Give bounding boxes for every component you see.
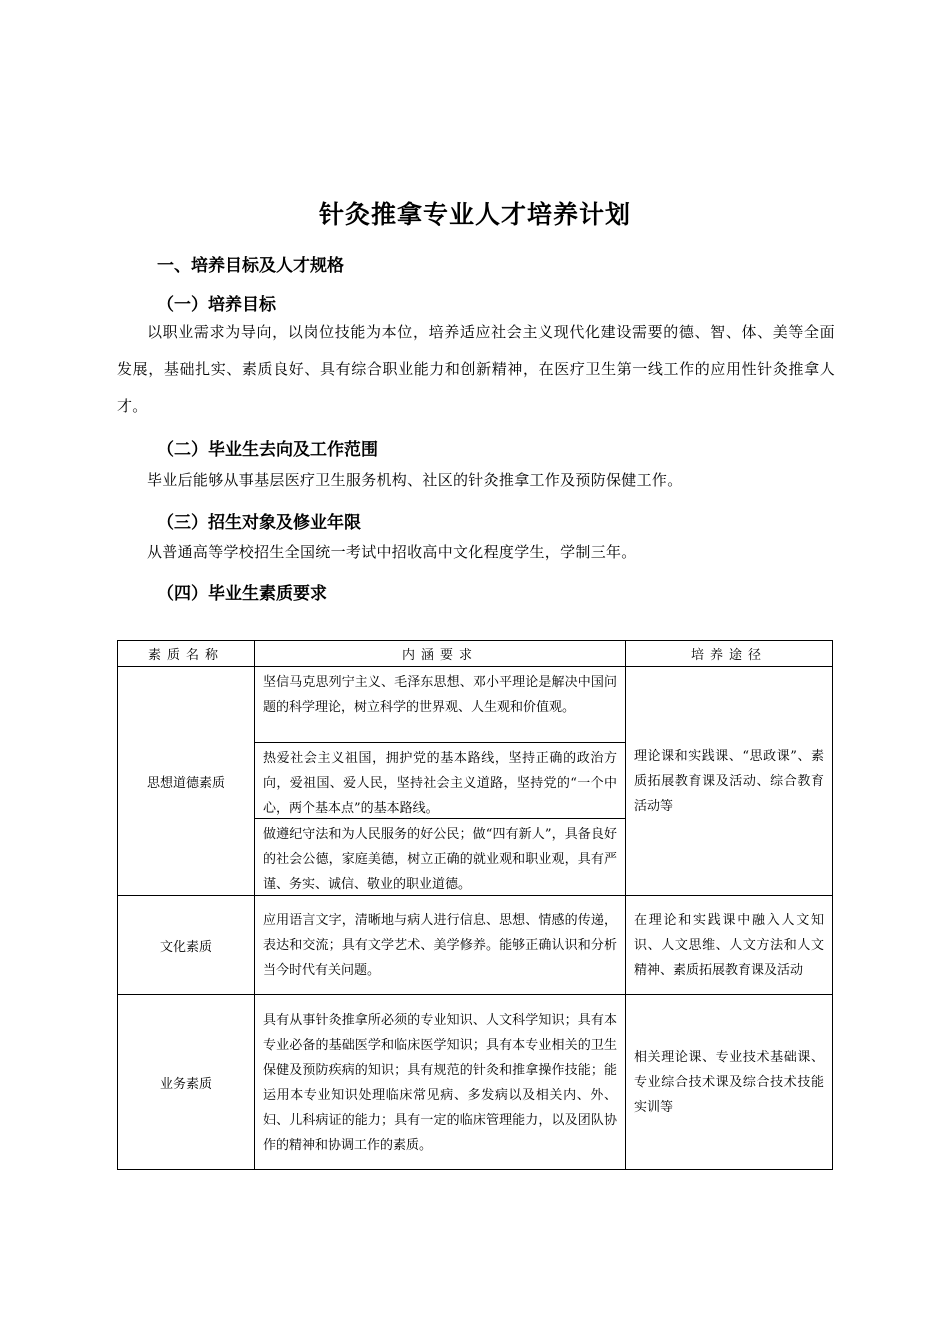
subsection-heading-destination: （二）毕业生去向及工作范围 bbox=[157, 440, 378, 460]
table-row bbox=[118, 667, 833, 896]
training-path-cell bbox=[626, 896, 833, 995]
document-title: 针灸推拿专业人才培养计划 bbox=[318, 200, 631, 229]
header-quality-name: 素质名称 bbox=[118, 641, 255, 667]
quality-name-cell: 文化素质 bbox=[118, 896, 255, 995]
requirement-item: 应用语言文字，清晰地与病人进行信息、思想、情感的传递，表达和交流；具有文学艺术、美学修养。能够正确认识和分析当今时代有关问题。 bbox=[263, 913, 617, 978]
table-header-row bbox=[118, 641, 833, 667]
quality-name-cell: 思想道德素质 bbox=[118, 667, 255, 896]
requirement-item: 做遵纪守法和为人民服务的好公民；做“四有新人”，具备良好的社会公德，家庭美德，树立正确的就业观和职业观，具有严谨、务实、诚信、敬业的职业道德。 bbox=[255, 818, 625, 895]
subsection-heading-quality: （四）毕业生素质要求 bbox=[157, 584, 327, 604]
destination-paragraph: 毕业后能够从事基层医疗卫生服务机构、社区的针灸推拿工作及预防保健工作。 bbox=[147, 471, 683, 489]
training-path-text: 理论课和实践课、“思政课”、素质拓展教育课及活动、综合教育活动等 bbox=[634, 748, 824, 814]
section-heading-1: 一、培养目标及人才规格 bbox=[157, 256, 344, 276]
table-row bbox=[118, 995, 833, 1170]
requirements-cell bbox=[255, 995, 626, 1170]
quality-requirements-table bbox=[117, 640, 833, 1170]
header-training-path: 培养途径 bbox=[626, 641, 833, 667]
enrollment-paragraph: 从普通高等学校招生全国统一考试中招收高中文化程度学生，学制三年。 bbox=[147, 543, 637, 561]
training-path-cell bbox=[626, 995, 833, 1170]
requirements-cell bbox=[255, 896, 626, 995]
requirement-item: 坚信马克思列宁主义、毛泽东思想、邓小平理论是解决中国问题的科学理论，树立科学的世界观、人生观和价值观。 bbox=[263, 675, 617, 715]
table-row bbox=[118, 896, 833, 995]
requirement-item: 具有从事针灸推拿所必须的专业知识、人文科学知识；具有本专业必备的基础医学和临床医学知识；具有本专业相关的卫生保健及预防疾病的知识；具有规范的针灸和推拿操作技能；能运用本专业知识处理临床常见病、多发病以及相关内、外、妇、儿科病证的能力；具有一定的临床管理能力，以及团队协作的精神和协调工作的素质。 bbox=[263, 1012, 617, 1153]
training-path-text: 在理论和实践课中融入人文知识、人文思维、人文方法和人文精神、素质拓展教育课及活动 bbox=[634, 912, 824, 978]
header-requirements: 内涵要求 bbox=[255, 641, 626, 667]
requirements-cell bbox=[255, 667, 626, 896]
training-path-text: 相关理论课、专业技术基础课、专业综合技术课及综合技术技能实训等 bbox=[634, 1049, 824, 1115]
quality-name-cell: 业务素质 bbox=[118, 995, 255, 1170]
requirement-item: 热爱社会主义祖国，拥护党的基本路线，坚持正确的政治方向，爱祖国、爱人民，坚持社会主义道路，坚持党的“一个中心，两个基本点”的基本路线。 bbox=[255, 742, 625, 818]
training-path-cell bbox=[626, 667, 833, 896]
goal-paragraph: 以职业需求为导向，以岗位技能为本位，培养适应社会主义现代化建设需要的德、智、体、美等全面发展，基础扎实、素质良好、具有综合职业能力和创新精神，在医疗卫生第一线工作的应用性针灸推拿人才。 bbox=[117, 323, 835, 415]
subsection-heading-enrollment: （三）招生对象及修业年限 bbox=[157, 513, 361, 533]
subsection-heading-goal: （一）培养目标 bbox=[157, 295, 276, 315]
